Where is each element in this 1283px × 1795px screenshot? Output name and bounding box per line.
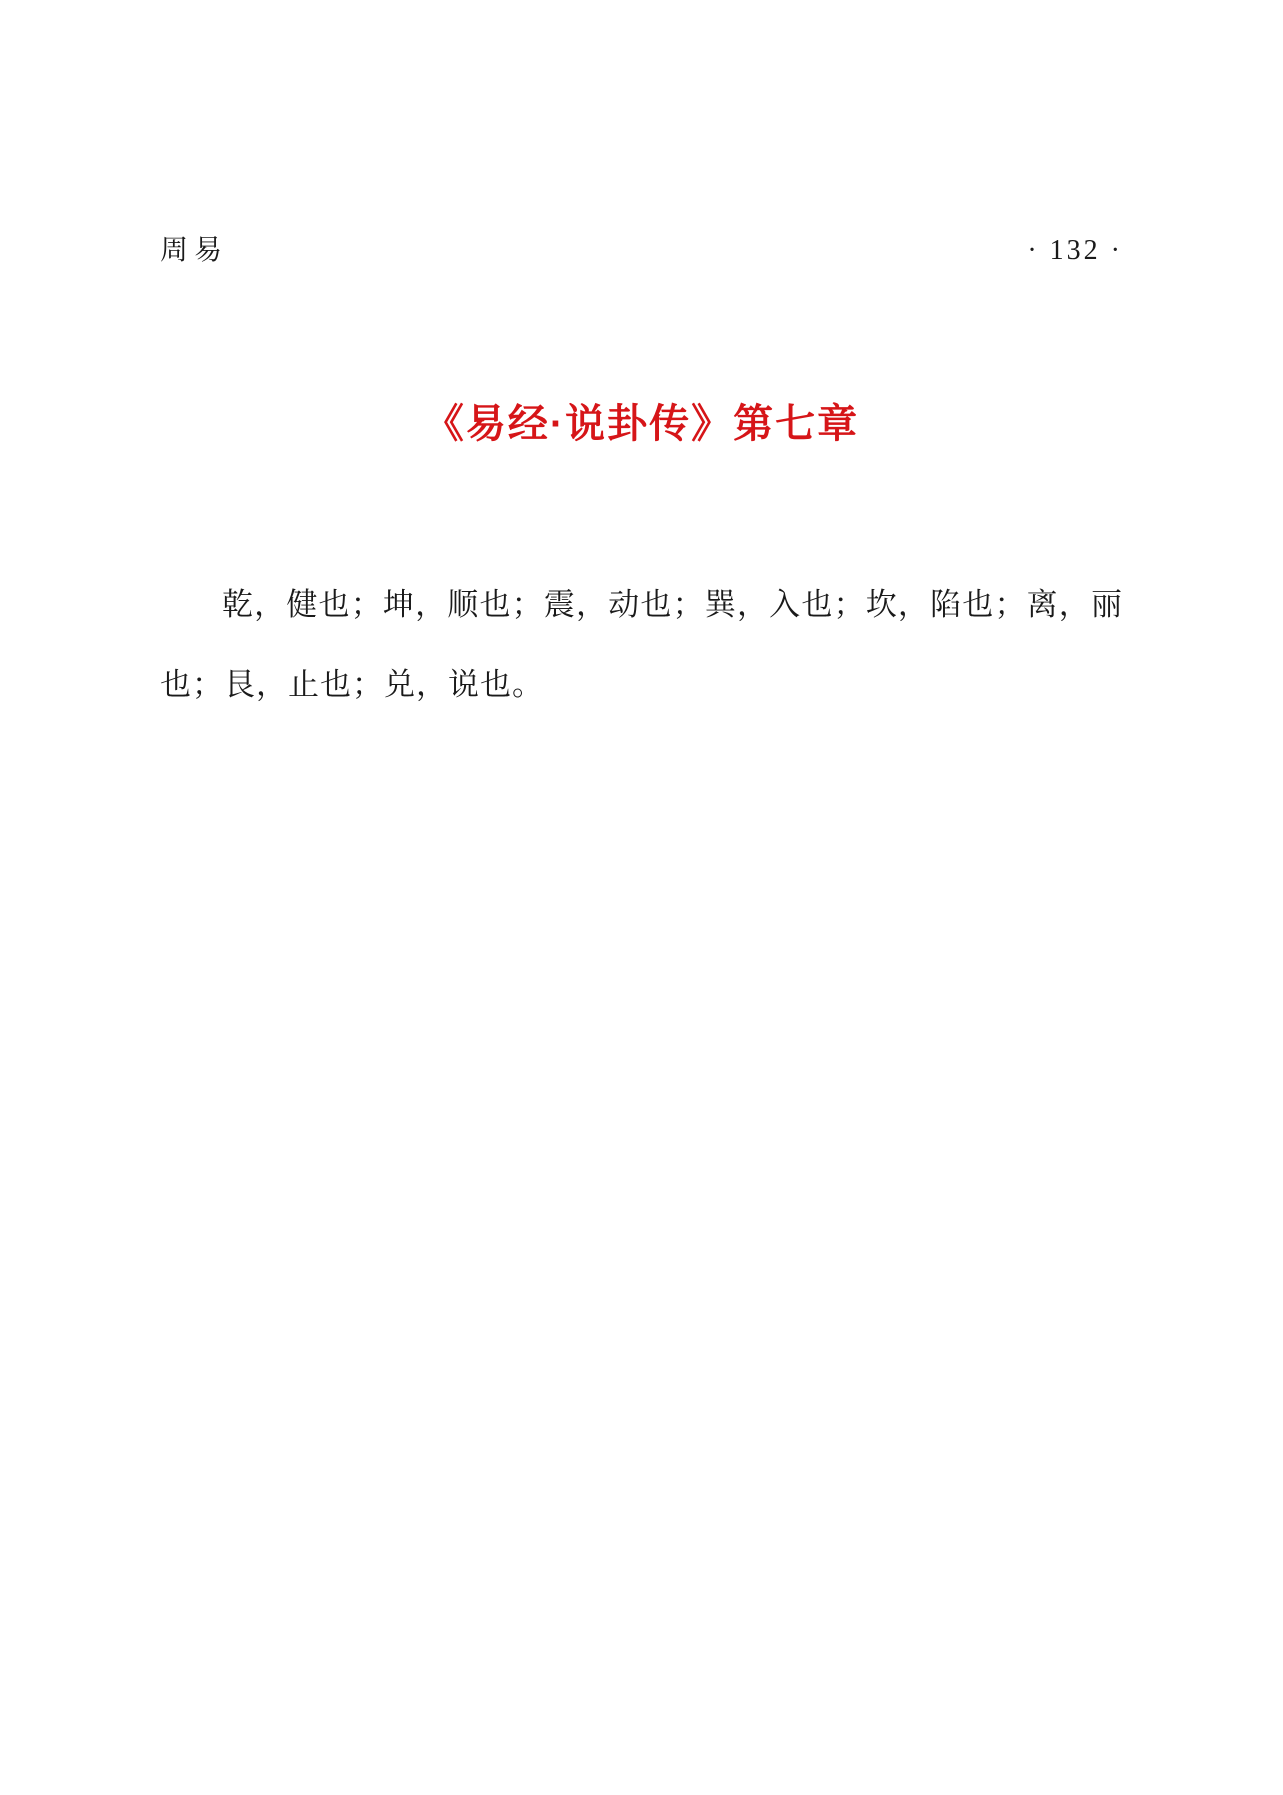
page-content xyxy=(160,0,1123,1795)
body-text xyxy=(160,565,1123,725)
header-book-title: 周易 xyxy=(160,235,229,266)
chapter-title: 《易经·说卦传》第七章 xyxy=(423,402,860,446)
page-number: · 132 · xyxy=(1027,235,1123,266)
paragraph: 乾，健也；坤，顺也；震，动也；巽，入也；坎，陷也；离，丽也；艮，止也；兑，说也。 xyxy=(160,587,1123,702)
running-header xyxy=(160,228,1123,268)
